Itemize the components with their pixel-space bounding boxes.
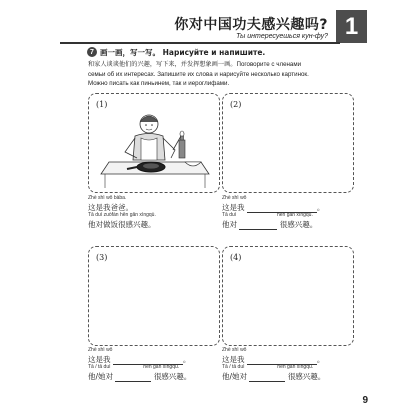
pinyin-line: Zhè shì wǒ bàba. <box>88 195 127 201</box>
pinyin-line: Zhè shì wǒ <box>88 347 113 353</box>
pinyin-line: hěn gǎn xìngqù. <box>277 364 314 370</box>
drawing-card-2 <box>222 93 354 193</box>
hanzi-line: 他/她对 <box>222 372 248 381</box>
hanzi-line: 很感兴趣。 <box>279 220 318 229</box>
hanzi-line: 这是我 <box>222 355 245 364</box>
pinyin-line: hěn gǎn xìngqù. <box>276 212 313 218</box>
card-number: (2) <box>230 100 242 109</box>
hanzi-line: 他对 <box>222 220 237 229</box>
drawing-card-4 <box>222 246 354 346</box>
answer-block-4: Zhè shì wǒ 这是我 。 Tā / tā duì hěn gǎn xìngqù. 他/她对 很感兴趣。 <box>222 347 326 381</box>
hanzi-line: 很感兴趣。 <box>287 372 326 381</box>
hanzi-line: 这是我 <box>88 355 111 364</box>
hanzi-line: 这是我爸爸。 <box>88 203 133 212</box>
exercise-title: 画一画，写一写。 Нарисуйте и напишите. <box>100 48 266 57</box>
chapter-number-badge: 1 <box>336 10 367 43</box>
page-number: 9 <box>362 395 368 406</box>
card-number: (3) <box>96 253 108 262</box>
pinyin-line: Tā / tā duì <box>88 364 111 370</box>
hanzi-line: 他/她对 <box>88 372 114 381</box>
answer-block-3: Zhè shì wǒ 这是我 。 Tā / tā duì hěn gǎn xìngqù. 他/她对 很感兴趣。 <box>88 347 192 381</box>
pinyin-line: hěn gǎn xìngqù. <box>143 364 180 370</box>
exercise-instructions <box>88 60 350 89</box>
hanzi-line: 他对做饭很感兴趣。 <box>88 220 156 229</box>
answer-block-2: Zhè shì wǒ 这是我 。 Tā duì hěn gǎn xìngqù. 他对 很感兴趣。 <box>222 195 325 229</box>
card-number: (1) <box>96 100 108 109</box>
pinyin-line: Zhè shì wǒ <box>222 347 247 353</box>
instruction-line: Можно писать как пиньинем, так и иероглифами. <box>88 80 230 87</box>
answer-blank[interactable] <box>239 222 277 230</box>
hanzi-line: 很感兴趣。 <box>153 372 192 381</box>
pinyin-line: Zhè shì wǒ <box>222 195 247 201</box>
cooking-father-illustration <box>95 100 215 190</box>
card-number: (4) <box>230 253 242 262</box>
header-divider <box>60 42 340 44</box>
lesson-title-russian: Ты интересуешься кун-фу? <box>236 33 328 40</box>
pinyin-line: Tā duì zuòfàn hěn gǎn xìngqù. <box>88 212 156 218</box>
drawing-card-1 <box>88 93 220 193</box>
hanzi-line: 这是我 <box>222 203 245 212</box>
answer-blank[interactable] <box>115 374 151 382</box>
lesson-title-chinese: 你对中国功夫感兴趣吗? <box>174 17 328 33</box>
pinyin-line: Tā duì <box>222 212 237 218</box>
exercise-number-badge: 7 <box>87 47 97 57</box>
answer-blank[interactable] <box>249 374 285 382</box>
instruction-line: семьи об их интересах. Запишите их слова и нарисуйте несколько картинок. <box>88 70 309 78</box>
instruction-line: 和家人谈谈他们的兴趣，写下来，并发挥想象画一画。Поговорите с членами <box>88 61 302 68</box>
drawing-card-3 <box>88 246 220 346</box>
pinyin-line: Tā / tā duì <box>222 364 245 370</box>
